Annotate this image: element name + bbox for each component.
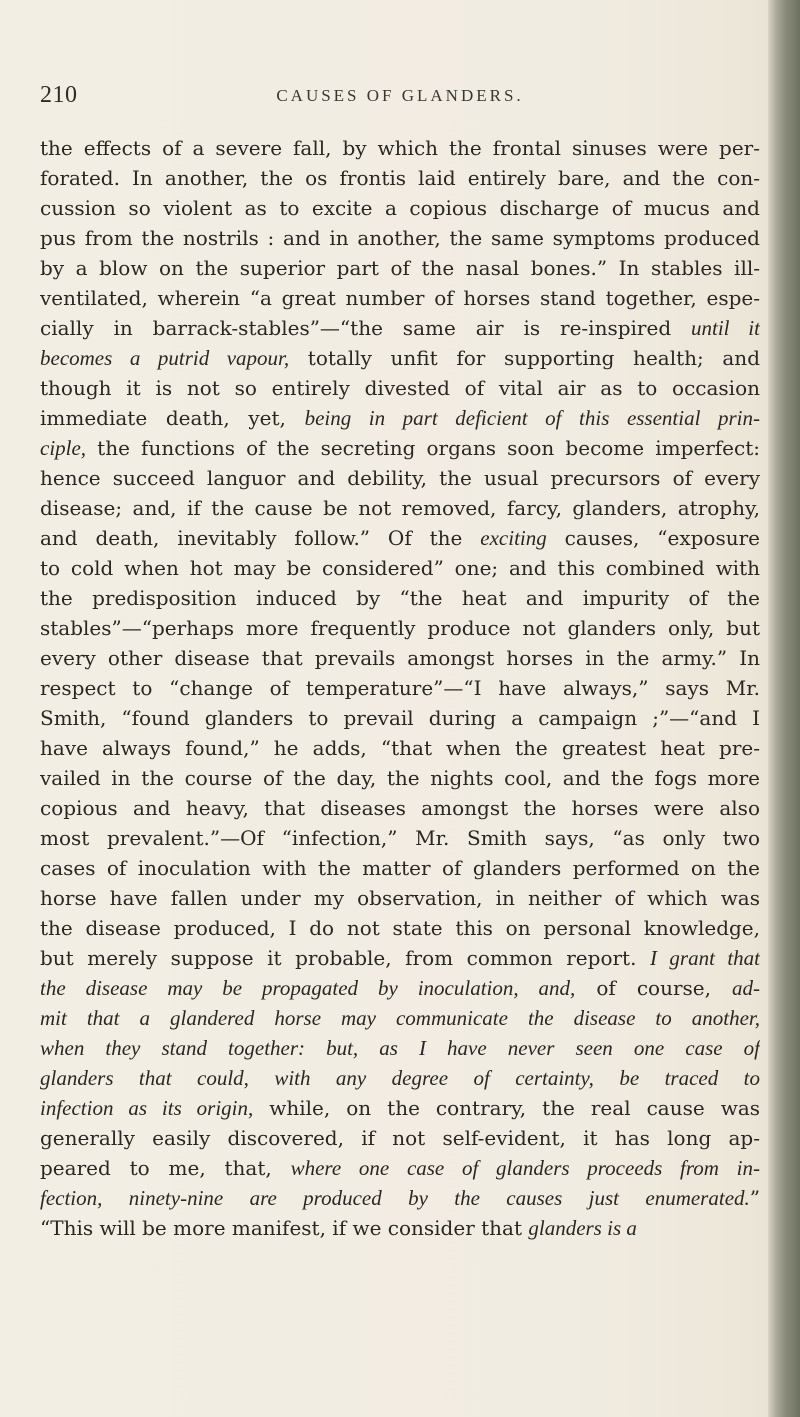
text-segment: “This will be more manifest, if we consider that [40,1216,529,1240]
text-segment: have always found,” he adds, “that when the greatest heat pre- [40,736,760,760]
text-line [40,553,760,583]
text-line [40,1123,760,1153]
text-segment: causes, “exposure [546,526,760,550]
running-title: CAUSES OF GLANDERS. [276,86,524,105]
text-segment: cussion so violent as to excite a copious discharge of mucus and [40,196,760,220]
italic-text: infection as its origin, [40,1096,254,1120]
text-segment: Smith, “found glanders to prevail during a campaign ;”—“and I [40,706,760,730]
text-line [40,1033,760,1063]
italic-text: the disease may be propagated by inoculation, and, [40,976,576,1000]
text-segment: by a blow on the superior part of the nasal bones.” In stables ill- [40,256,760,280]
text-segment: pus from the nostrils : and in another, the same symptoms produced [40,226,760,250]
text-line [40,463,760,493]
text-line [40,343,760,373]
text-segment: generally easily discovered, if not self-evident, it has long ap- [40,1126,760,1150]
text-line [40,253,760,283]
italic-text: until it [691,316,760,340]
italic-text: ciple, [40,436,87,460]
text-segment: most prevalent.”—Of “infection,” Mr. Smith says, “as only two [40,826,760,850]
text-line [40,283,760,313]
text-line [40,643,760,673]
text-segment: vailed in the course of the day, the nights cool, and the fogs more [40,766,760,790]
text-segment: the effects of a severe fall, by which the frontal sinuses were per- [40,136,760,160]
text-segment: hence succeed languor and debility, the usual precursors of every [40,466,760,490]
italic-text: becomes a putrid vapour, [40,346,290,370]
text-segment: cially in barrack-stables”—“the same air is re-inspired [40,316,692,340]
text-line [40,433,760,463]
text-line [40,1183,760,1213]
italic-text: exciting [480,526,547,550]
text-line [40,133,760,163]
text-line [40,1093,760,1123]
text-segment: disease; and, if the cause be not removed, farcy, glanders, atrophy, [40,496,760,520]
text-line [40,853,760,883]
text-line [40,1213,760,1243]
italic-text: glanders that could, with any degree of certainty, be traced to [40,1066,760,1090]
text-line [40,583,760,613]
text-line [40,1153,760,1183]
text-segment: totally unfit for supporting health; and [289,346,760,370]
text-segment: peared to me, that, [40,1156,291,1180]
italic-text: I grant that [649,946,760,970]
text-segment: respect to “change of temperature”—“I have always,” says Mr. [40,676,760,700]
text-line [40,913,760,943]
body-text [40,133,760,1243]
text-line [40,943,760,973]
text-segment: but merely suppose it probable, from common report. [40,946,650,970]
text-segment: the disease produced, I do not state this on personal knowledge, [40,916,760,940]
text-line [40,613,760,643]
text-segment: immediate death, yet, [40,406,305,430]
page-header [40,82,760,122]
italic-text: being in part deficient of this essential prin- [304,406,760,430]
text-line [40,733,760,763]
text-segment: copious and heavy, that diseases amongst the horses were also [40,796,760,820]
text-line [40,1003,760,1033]
text-segment: of course, [575,976,733,1000]
text-segment: every other disease that prevails amongst horses in the army.” In [40,646,760,670]
italic-text: glanders is a [528,1216,637,1240]
text-line [40,763,760,793]
text-line [40,523,760,553]
text-segment: stables”—“perhaps more frequently produce not glanders only, but [40,616,760,640]
text-segment: and death, inevitably follow.” Of the [40,526,481,550]
page-edge-shadow [768,0,800,1417]
italic-text: when they stand together: but, as I have never seen one case of [40,1036,760,1060]
page-number: 210 [40,82,78,108]
text-line [40,703,760,733]
text-segment: forated. In another, the os frontis laid entirely bare, and the con- [40,166,760,190]
text-segment: the predisposition induced by “the heat and impurity of the [40,586,760,610]
text-line [40,883,760,913]
text-segment: ” [749,1186,760,1210]
text-line [40,223,760,253]
text-line [40,793,760,823]
text-segment: horse have fallen under my observation, in neither of which was [40,886,760,910]
text-line [40,1063,760,1093]
text-segment: the functions of the secreting organs soon become imperfect: [86,436,760,460]
text-line [40,163,760,193]
text-line [40,973,760,1003]
text-line [40,313,760,343]
text-segment: to cold when hot may be considered” one; and this combined with [40,556,760,580]
text-segment: ventilated, wherein “a great number of horses stand together, espe- [40,286,760,310]
text-line [40,403,760,433]
italic-text: mit that a glandered horse may communicate the disease to another, [40,1006,760,1030]
text-line [40,493,760,523]
text-line [40,193,760,223]
text-line [40,673,760,703]
text-line [40,823,760,853]
text-segment: cases of inoculation with the matter of glanders performed on the [40,856,760,880]
text-segment: though it is not so entirely divested of vital air as to occasion [40,376,760,400]
italic-text: fection, ninety-nine are produced by the causes just enumerated. [40,1186,750,1210]
text-segment: while, on the contrary, the real cause was [253,1096,760,1120]
italic-text: where one case of glanders proceeds from in- [290,1156,760,1180]
italic-text: ad- [732,976,760,1000]
text-line [40,373,760,403]
